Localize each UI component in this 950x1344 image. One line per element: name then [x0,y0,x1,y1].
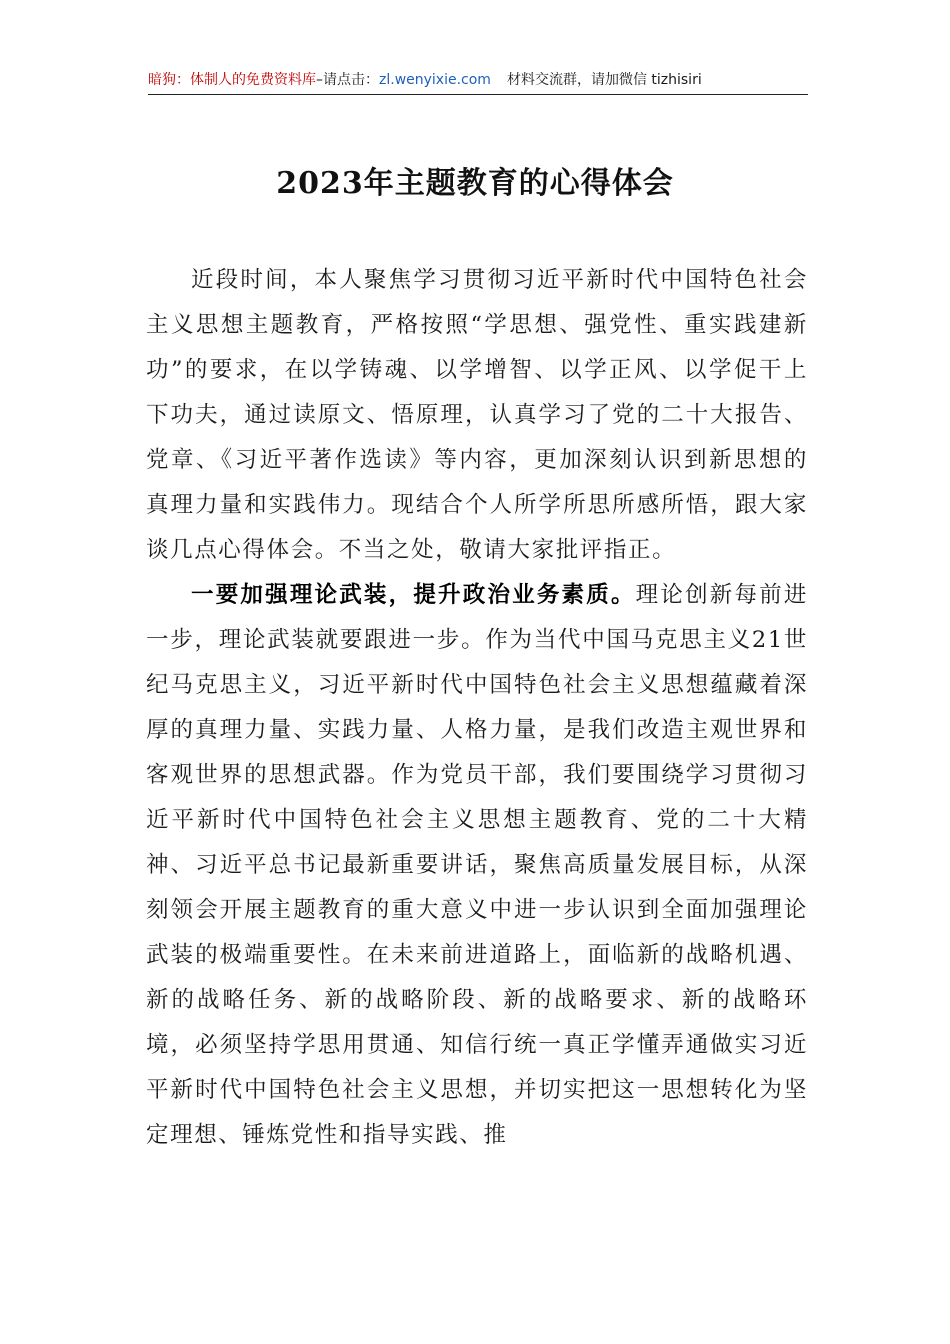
document-title: 2023年主题教育的心得体会 [276,166,674,201]
paragraph-intro: 近段时间，本人聚焦学习贯彻习近平新时代中国特色社会主义思想主题教育，严格按照“学思想、强党性、重实践建新功”的要求，在以学铸魂、以学增智、以学正风、以学促干上下功夫，通过读原文、悟原理，认真学习了党的二十大报告、党章、《习近平著作选读》等内容，更加深刻认识到新思想的真理力量和实践伟力。现结合个人所学所思所感所悟，跟大家谈几点心得体会。不当之处，敬请大家批评指正。 [146,267,808,563]
header-url-link[interactable]: zl.wenyixie.com [379,72,491,88]
document-body [146,258,808,1158]
header-contact: 材料交流群，请加微信 tizhisiri [506,72,702,88]
paragraph-point-one-heading: 一要加强理论武装，提升政治业务素质。 [191,582,636,608]
paragraph-point-one-body: 理论创新每前进一步，理论武装就要跟进一步。作为当代中国马克思主义21世纪马克思主义，习近平新时代中国特色社会主义思想蕴藏着深厚的真理力量、实践力量、人格力量，是我们改造主观世界和客观世界的思想武器。作为党员干部，我们要围绕学习贯彻习近平新时代中国特色社会主义思想主题教育、党的二十大精神、习近平总书记最新重要讲话，聚焦高质量发展目标，从深刻领会开展主题教育的重大意义中进一步认识到全面加强理论武装的极端重要性。在未来前进道路上，面临新的战略机遇、新的战略任务、新的战略阶段、新的战略要求、新的战略环境，必须坚持学思用贯通、知信行统一真正学懂弄通做实习近平新时代中国特色社会主义思想，并切实把这一思想转化为坚定理想、锤炼党性和指导实践、推 [146,582,808,1148]
header-brand[interactable]: 暗狗：体制人的免费资料库 [148,72,316,88]
paragraph-point-one [146,573,808,1158]
header-click-prompt: –请点击： [316,72,379,88]
page-header [148,66,808,95]
